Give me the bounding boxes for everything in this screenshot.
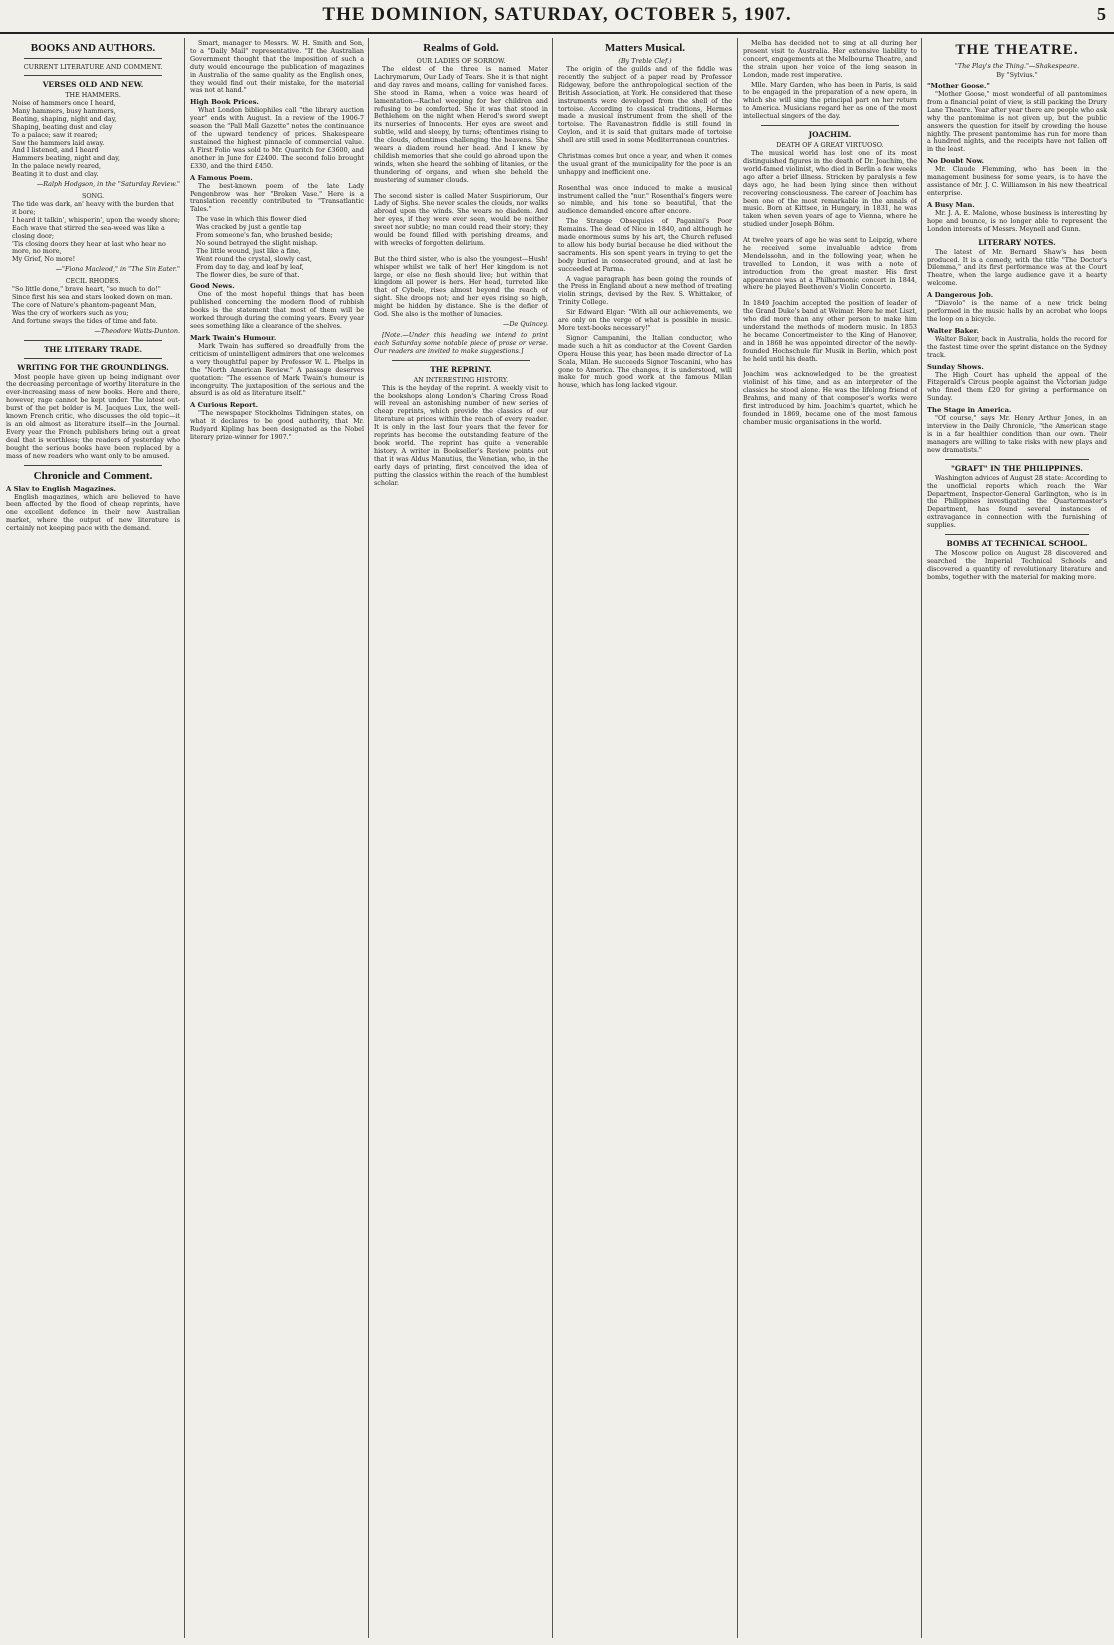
article-body: This is the heyday of the reprint. A weekly visit to the bookshops along London's Charing Cross Road will reveal an astonishing number of new series of cheap reprints, which provide the classics of our literature at prices within the reach of every reader. It is only in the last four years that the fever for reprints has become the outstanding feature of the book world. The reprint has quite a venerable history. A writer in Bookseller's Review points out that it was Aldus Manutius, the Venetian, who, in the early days of printing, first conceived the idea of putting the classics within the reach of the humblest scholar. (374, 383, 548, 487)
article-heading: A Slav to English Magazines. (6, 484, 117, 493)
divider (24, 58, 162, 59)
section-subheading: CURRENT LITERATURE AND COMMENT. (23, 63, 163, 71)
divider (24, 340, 162, 341)
poem-credit: —Ralph Hodgson, in the "Saturday Review." (36, 180, 180, 189)
article-body: Melba has decided not to sing at all during her present visit to Australia. Her extensive liability to concert, engagements at the Melbourne Theatre, and the strain upon her voice of the long season in London, made rest imperative. (743, 40, 917, 79)
poem-text: Noise of hammers once I heard, Many hammers, busy hammers, Beating, shaping, night and day, Shaping, beating dust and clay To a palace; saw it reared; Saw the hammers laid away. And I listened, and I heard Hammers beating, night and day, In the palace newly reared, Beating it to dust and clay. (12, 99, 120, 179)
article-heading: "GRAFT" IN THE PHILIPPINES. (951, 463, 1083, 473)
article-heading: Sunday Shows. (927, 362, 984, 371)
article-body: Smart, manager to Messrs. W. H. Smith and Son, to a "Daily Mail" representative. "If the Australian Government thought that the imposition of such a duty would encourage the publication of magazines in Australia of the same quality as the English ones, they would find out their mistake, for the material was not at hand." (190, 40, 364, 95)
article-body: Walter Baker, back in Australia, holds the record for the fastest time over the sprint distance on the Sydney track. (927, 334, 1107, 359)
section-motto: "The Play's the Thing."—Shakespeare. (954, 62, 1080, 70)
article-body: Signor Campanini, the Italian conductor, who made such a hit as conductor at the Covent Garden Opera House this year, has been made director of La Scala, Milan. He succeeds Signor Toscanini, who has gone to America. The changes, it is understood, will make for much good work at the famous Milan house, which has long lacked vigour. (558, 333, 732, 390)
column-the-theatre (927, 40, 1107, 1638)
article-body: The eldest of the three is named Mater Lachrymarum, Our Lady of Tears. She it is that night and day raves and moans, calling for vanished faces. She stood in Rama, when a voice was heard of lamentation—Rachel weeping for her children and refusing to be comforted. She it was that stood in Bethlehem on the night when Herod's sword swept its nurseries of Innocents. Her eyes are sweet and subtle, wild and sleepy, by turns; oftentimes rising to the clouds, oftentimes challenging the heavens. She wears a diadem round her head. And I knew by childish memories that she could go abroad upon the winds, when she heard the sobbing of litanies, or the thundering of organs, and when she beheld the mustering of summer clouds. The second sister is called Mater Suspiriorum, Our Lady of Sighs. She never scales the clouds, nor walks abroad upon the winds. She wears no diadem. And her eyes, if they were ever seen, would be neither sweet nor subtle; no man could read their story; they would be found filled with perishing dreams, and with wrecks of forgotten delirium. But the third sister, who is also the youngest—Hush! whisper whilst we talk of her! Her kingdom is not large, or else no flesh should live; but within that kingdom all power is hers. Her head, turreted like that of Cybele, rises almost beyond the reach of sight. She droops not; and her eyes rising so high, might be hidden by distance. She is the defier of God. She also is the mother of lunacies. (374, 65, 548, 319)
article-body: Mr. J. A. E. Malone, whose business is interesting by hope and bounce, is no longer able to represent the London interests of Messrs. Meynell and Gunn. (927, 208, 1107, 233)
article-heading: "Mother Goose." (927, 82, 990, 90)
poem-text: "So little done," brave heart, "so much to do!" Since first his sea and stars looked down on man. The core of Nature's phantom-pageant Man, Was the cry of workers such as you; And fortune sways the tides of time and fate. (12, 285, 173, 325)
column-matters-musical (558, 40, 732, 1638)
column-five (743, 40, 917, 1638)
article-body: Mr. Claude Flemming, who has been in the management business for some years, is to have the assistance of Mr. J. C. Williamson in his new theatrical enterprise. (927, 165, 1107, 197)
article-subheading: DEATH OF A GREAT VIRTUOSO. (776, 141, 884, 150)
article-heading: No Doubt Now. (927, 157, 985, 166)
article-heading: Walter Baker. (927, 326, 979, 335)
divider (761, 125, 899, 126)
article-body: "Of course," says Mr. Henry Arthur Jones, in an interview in the Daily Chronicle, "the American stage is in a far healthier condition than our own. Their managers are willing to take risks with new plays and new dramatists." (927, 414, 1107, 454)
article-body: Mark Twain has suffered so dreadfully from the criticism of unintelligent admirers that one welcomes a very thoughtful paper by Professor W. L. Phelps in the "North American Review." A passage deserves quotation: "The essence of Mark Twain's humour is incongruity. The juxtaposition of the serious and the absurd is as old as literature itself." (190, 342, 364, 398)
section-heading: Chronicle and Comment. (33, 469, 153, 482)
poem-title: CECIL RHODES. (65, 277, 121, 286)
divider (24, 75, 162, 76)
section-heading: BOOKS AND AUTHORS. (30, 42, 156, 54)
page-number: 5 (1097, 4, 1106, 24)
article-body: "Mother Goose," most wonderful of all pantomimes from a financial point of view, is still packing the Drury Lane Theatre. Year after year there are people who ask why the pantomime is not given up, but the public answers the question for itself by crowding the house nightly. The present pantomime has run for more than a hundred nights, and the receipts have not fallen off in the least. (927, 90, 1107, 154)
section-heading: THE THEATRE. (955, 42, 1079, 58)
article-body: A vague paragraph has been going the rounds of the Press in England about a new method of treating violin strings, devised by the Rev. S. Whittaker, of Trinity College. (558, 274, 732, 307)
divider (945, 534, 1089, 535)
article-heading: THE REPRINT. (430, 364, 492, 374)
poem-title: SONG. (81, 191, 105, 200)
column-rule (552, 38, 553, 1638)
divider (24, 465, 162, 466)
section-heading: Realms of Gold. (423, 42, 499, 54)
column-books-and-authors (6, 40, 180, 1638)
section-subheading: OUR LADIES OF SORROW. (416, 57, 506, 65)
column-realms-of-gold (374, 40, 548, 1638)
divider (392, 360, 530, 361)
article-heading: Mark Twain's Humour. (190, 334, 277, 342)
article-body: Mlle. Mary Garden, who has been in Paris, is said to be engaged in the preparation of a new opera, in which she will sing the principal part on her return to America. Musicians regard her as one of the most intellectual singers of the day. (743, 80, 917, 121)
article-body: The Strange Obsequies of Paganini's Poor Remains. The dead of Nice in 1840, and although he made enormous sums by his art, the Church refused to allow his body burial because he died without the sacraments. His son spent years in trying to get the body buried in consecrated ground, and at last he succeeded at Parma. (558, 217, 732, 273)
article-body: The musical world has lost one of its most distinguished figures in the death of Dr. Joachim, the world-famed violinist, who died in Berlin a few weeks ago after a brief illness. Stricken by paralysis a few days ago, he had been lying since then without recovering consciousness. The career of Joachim has been one of the most remarkable in the annals of music. Born at Kittsee, in Hungary, in 1831, he was taken when seven years of age to Vienna, where he studied under Joseph Böhm. At twelve years of age he was sent to Leipzig, where he received some invaluable advice from Mendelssohn, and in the following year, when he travelled to London, it was with a note of introduction from the great master. His first appearance was at a Philharmonic concert in 1844, where he played Beethoven's Violin Concerto. In 1849 Joachim accepted the position of leader of the Grand Duke's band at Weimar. Here he met Liszt, who did more than any other person to make him understand the methods of modern music. In 1853 he became Concertmeister to the King of Hanover, and in 1868 he was appointed director of the newly-founded Hochschule für Musik in Berlin, which post he held until his death. Joachim was acknowledged to be the greatest violinist of his time, and as an interpreter of the classics he stood alone. He was the lifelong friend of Brahms, and many of that composer's works were first introduced by him. Joachim's quartet, which he founded in 1869, became one of the most famous chamber music organisations in the world. (743, 149, 917, 426)
column-rule (368, 38, 369, 1638)
column-rule (921, 38, 922, 1638)
article-heading: VERSES OLD AND NEW. (42, 80, 144, 89)
poem-credit: —"Fiona Macleod," in "The Sin Eater." (55, 265, 180, 274)
article-heading: The Stage in America. (927, 406, 1012, 415)
article-body: The best-known poem of the late Lady Pengenbrow was her "Broken Vase." Here is a translation recently contributed to "Transatlantic Tales." (190, 181, 364, 214)
masthead-title: THE DOMINION, SATURDAY, OCTOBER 5, 1907. (322, 4, 792, 25)
article-heading: A Busy Man. (927, 200, 975, 209)
column-two (190, 40, 364, 1638)
article-heading: High Book Prices. (190, 98, 259, 107)
divider (24, 358, 162, 359)
poem-title: THE HAMMERS. (65, 91, 121, 99)
article-heading: A Dangerous Job. (927, 291, 994, 300)
article-body: The latest of Mr. Bernard Shaw's has been produced. It is a comedy, with the title "The Doctor's Dilemma," and its first performance was at the Court Theatre, when the large audience gave it a hearty welcome. (927, 247, 1107, 288)
article-body: English magazines, which are believed to have been affected by the flood of cheap reprints, have one excellent defence in their new Australian market, where the output of new literature is certainly not keeping pace with the demand. (6, 492, 180, 533)
article-body: "Diavolo" is the name of a new trick being performed in the music halls by an acrobat who loops the loop on a bicycle. (927, 299, 1107, 323)
article-heading: THE LITERARY TRADE. (43, 344, 143, 354)
article-heading: WRITING FOR THE GROUNDLINGS. (17, 362, 169, 372)
poem-text: The tide was dark, an' heavy with the burden that it bore; I heard it talkin', whisperin', upon the weedy shore; Each wave that stirred the sea-weed was like a closing door; 'Tis closing doors they hear at last who hear no more, no more, My Grief, No more! (12, 199, 180, 264)
column-rule (184, 38, 185, 1638)
article-heading: A Famous Poem. (190, 173, 253, 182)
article-body: Washington advices of August 28 state: According to the unofficial reports which reach the War Department, Inspector-General Garlington, who is in the Philippines investigating the Quartermaster's Department, has found several instances of extravagance in connection with the furnishing of supplies. (927, 473, 1107, 530)
poem-text: The vase in which this flower died Was cracked by just a gentle tap From someone's fan, who brushed beside; No sound betrayed the slight mishap. The little wound, just like a fine, Went round the crystal, slowly cast, From day to day, and leaf by leaf, The flower dies, be sure of that. (196, 215, 333, 279)
article-body: The Moscow police on August 28 discovered and searched the Imperial Technical Schools and discovered a quantity of revolutionary literature and bombs, together with the material for making more. (927, 549, 1107, 581)
article-heading: Good News. (190, 282, 235, 291)
editor-note: [Note.—Under this heading we intend to print each Saturday some notable piece of prose or verse. Our readers are invited to make suggestions.] (374, 330, 548, 355)
column-rule (737, 38, 738, 1638)
article-heading: BOMBS AT TECHNICAL SCHOOL. (946, 539, 1088, 549)
article-body: What London bibliophiles call "the library auction year" ends with August. In a review of the 1906-7 season the "Pall Mall Gazette" notes the continuance of the upward tendency of prices. Shakespeare sustained the highest pinnacle of commercial value. A First Folio was sold to Mr. Quaritch for £3600, and another in June for £2400. The second folio brought £330, and the third £450. (190, 106, 364, 170)
article-heading: A Curious Report. (190, 401, 259, 410)
article-body: Sir Edward Elgar: "With all our achievements, we are only on the verge of what is possible in music. More text-books necessary!" (558, 308, 732, 332)
article-body: Most people have given up being indignant over the decreasing percentage of worthy literature in the ever-increasing mass of new books. Here and there, however, rage cannot be kept under. The latest out-burst of the pet bolder is M. Jacques Lux, the well-known French critic, who discusses the old topic—it is an old almost as literature itself—in the Journal. Every year the French publishers bring out a great deal that is worthless; the readers of yesterday who bought the serious books have been replaced by a mass of new readers who want only to be amused. (6, 372, 180, 460)
article-body: The origin of the guilds and of the fiddle was recently the subject of a paper read by Professor Ridgeway, before the anthropological section of the British Association, at York. He considered that these instruments were developed from the shell of the tortoise. According to classical traditions, Hermes made a musical instrument from the shell of the tortoise. The Ravanastron fiddle is still found in Ceylon, and it is said that guitars made of tortoise shell are still used in some Mediterranean countries. Christmas comes but once a year, and when it comes the usual grant of the municipality for the poor is an unhappy and inefficient one. Rosenthal was once induced to make a musical instrument called the "nur." Rosenthal's fingers were so nimble, and his tone so beautiful, that the audience demanded encore after encore. (558, 65, 732, 216)
article-body: The High Court has upheld the appeal of the Fitzgerald's Circus people against the Victorian judge who fined them £20 for giving a performance on Sunday. (927, 370, 1107, 403)
byline: (By Treble Clef.) (618, 57, 672, 65)
masthead (0, 0, 1114, 34)
divider (945, 459, 1089, 460)
poem-credit: —Theodore Watts-Dunton. (94, 326, 180, 335)
article-body: "The newspaper Stockholms Tidningen states, on what it declares to be good authority, that Mr. Rudyard Kipling has been designated as the Nobel literary prize-winner for 1907." (190, 409, 364, 442)
article-credit: —De Quincey. (503, 320, 548, 328)
article-heading: JOACHIM. (808, 130, 852, 140)
section-heading: Matters Musical. (604, 42, 686, 54)
article-body: One of the most hopeful things that has been published concerning the modern flood of rubbish books is the statement that most of them will be worked through during the coming years. Every year sees something like a clearance of the shelves. (190, 290, 364, 331)
article-subheading: AN INTERESTING HISTORY. (413, 375, 509, 384)
byline: By "Sylvius." (996, 71, 1038, 79)
article-heading: LITERARY NOTES. (978, 237, 1056, 247)
